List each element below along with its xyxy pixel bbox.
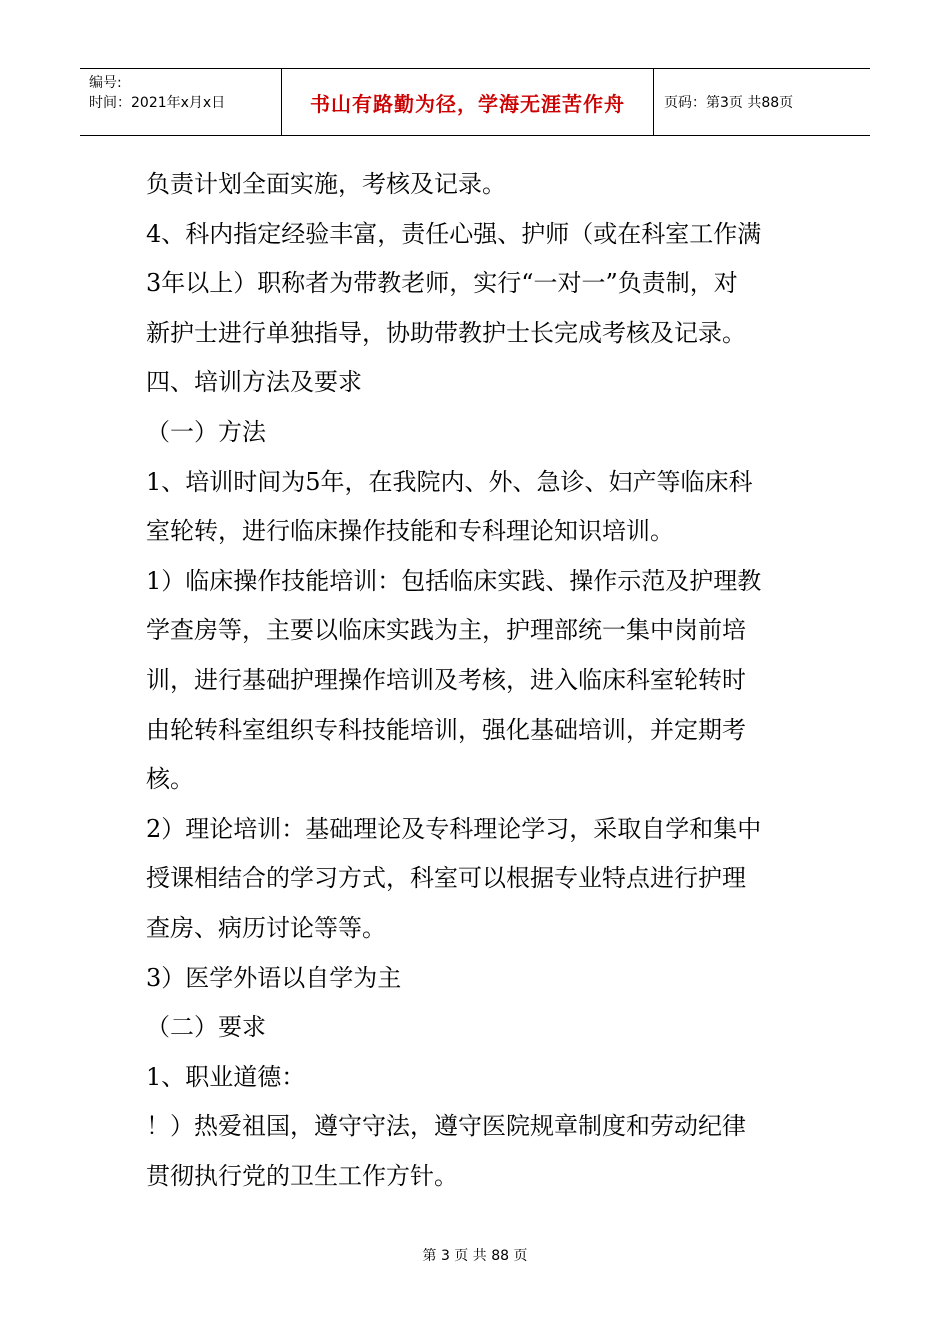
page-footer: 第 3 页 共 88 页 <box>422 1248 528 1264</box>
body-line: 1、职业道德： <box>146 1062 306 1091</box>
body-line: 学查房等，主要以临床实践为主，护理部统一集中岗前培 <box>146 616 746 645</box>
subsection-heading: （二）要求 <box>146 1013 266 1042</box>
body-line: 4、科内指定经验丰富，责任心强、护师（或在科室工作满 <box>146 219 762 248</box>
body-line: ！）热爱祖国，遵守守法，遵守医院规章制度和劳动纪律 <box>146 1112 746 1141</box>
header-motto: 书山有路勤为径，学海无涯苦作舟 <box>282 69 654 135</box>
section-heading: 四、培训方法及要求 <box>146 368 362 397</box>
header-meta-cell <box>80 69 282 135</box>
header-page-info: 页码：第3页 共88页 <box>664 95 794 111</box>
document-date: 时间：2021年x月x日 <box>89 95 226 111</box>
document-number-label: 编号: <box>89 75 122 91</box>
subsection-heading: （一）方法 <box>146 417 266 446</box>
body-line: 2）理论培训：基础理论及专科理论学习，采取自学和集中 <box>146 814 762 843</box>
body-line: 由轮转科室组织专科技能培训，强化基础培训，并定期考 <box>146 715 746 744</box>
body-line: 贯彻执行党的卫生工作方针。 <box>146 1161 458 1190</box>
body-line: 查房、病历讨论等等。 <box>146 913 386 942</box>
body-line: 1）临床操作技能培训：包括临床实践、操作示范及护理教 <box>146 566 762 595</box>
body-line: 室轮转，进行临床操作技能和专科理论知识培训。 <box>146 517 674 546</box>
body-line: 训，进行基础护理操作培训及考核，进入临床科室轮转时 <box>146 665 746 694</box>
body-line: 负责计划全面实施，考核及记录。 <box>146 170 506 198</box>
document-header <box>80 68 870 136</box>
body-line: 3）医学外语以自学为主 <box>146 963 402 992</box>
document-body <box>146 160 810 1201</box>
body-line: 1、培训时间为5年，在我院内、外、急诊、妇产等临床科 <box>146 467 753 496</box>
body-line: 核。 <box>146 765 194 794</box>
body-line: 新护士进行单独指导，协助带教护士长完成考核及记录。 <box>146 318 746 347</box>
body-line: 授课相结合的学习方式，科室可以根据专业特点进行护理 <box>146 864 746 893</box>
body-line: 3年以上）职称者为带教老师，实行“一对一”负责制，对 <box>146 269 738 298</box>
